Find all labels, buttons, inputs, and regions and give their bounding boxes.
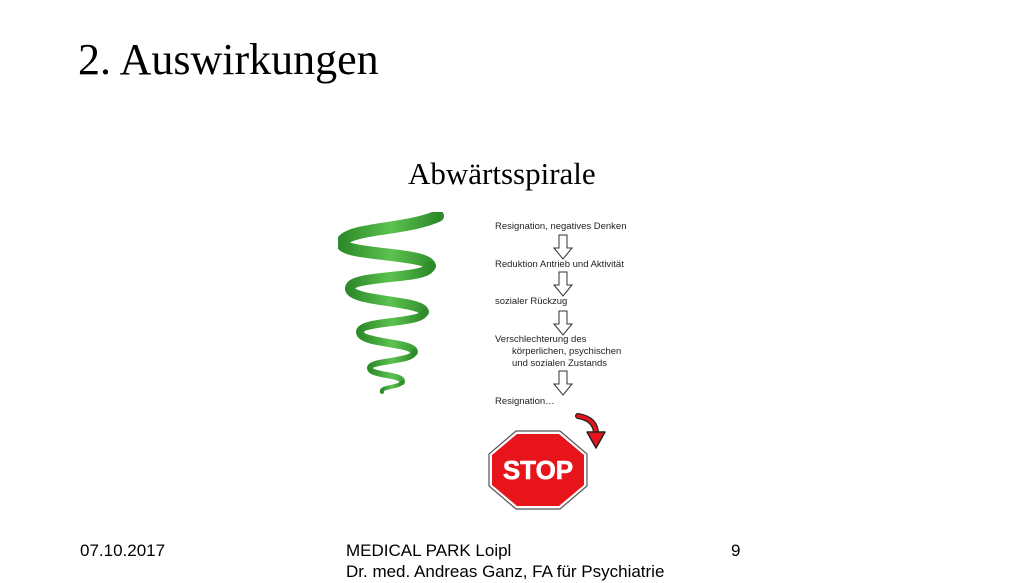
down-arrow-icon <box>553 234 573 260</box>
stop-sign-icon <box>488 430 588 510</box>
green-spiral-icon <box>338 212 444 396</box>
slide-title: 2. Auswirkungen <box>78 35 379 84</box>
down-arrow-icon <box>553 310 573 336</box>
down-arrow-icon <box>553 271 573 297</box>
flow-step-1: Resignation, negatives Denken <box>495 221 627 232</box>
flow-step-5: Resignation… <box>495 396 555 407</box>
footer-org-line-1: MEDICAL PARK Loipl <box>346 541 512 560</box>
slide-subtitle: Abwärtsspirale <box>408 156 596 191</box>
flow-step-4-line-3: und sozialen Zustands <box>512 358 608 369</box>
down-arrow-icon <box>553 370 573 396</box>
flow-step-4-line-2: körperlichen, psychischen <box>512 346 622 357</box>
footer-page-number: 9 <box>731 541 741 560</box>
footer-date: 07.10.2017 <box>80 541 166 560</box>
footer-org-line-2: Dr. med. Andreas Ganz, FA für Psychiatrie <box>346 562 665 581</box>
flow-step-2: Reduktion Antrieb und Aktivität <box>495 259 624 270</box>
flow-step-3: sozialer Rückzug <box>495 296 568 307</box>
flow-step-4-line-1: Verschlechterung des <box>495 334 587 345</box>
stop-sign-label: STOP <box>502 455 574 485</box>
